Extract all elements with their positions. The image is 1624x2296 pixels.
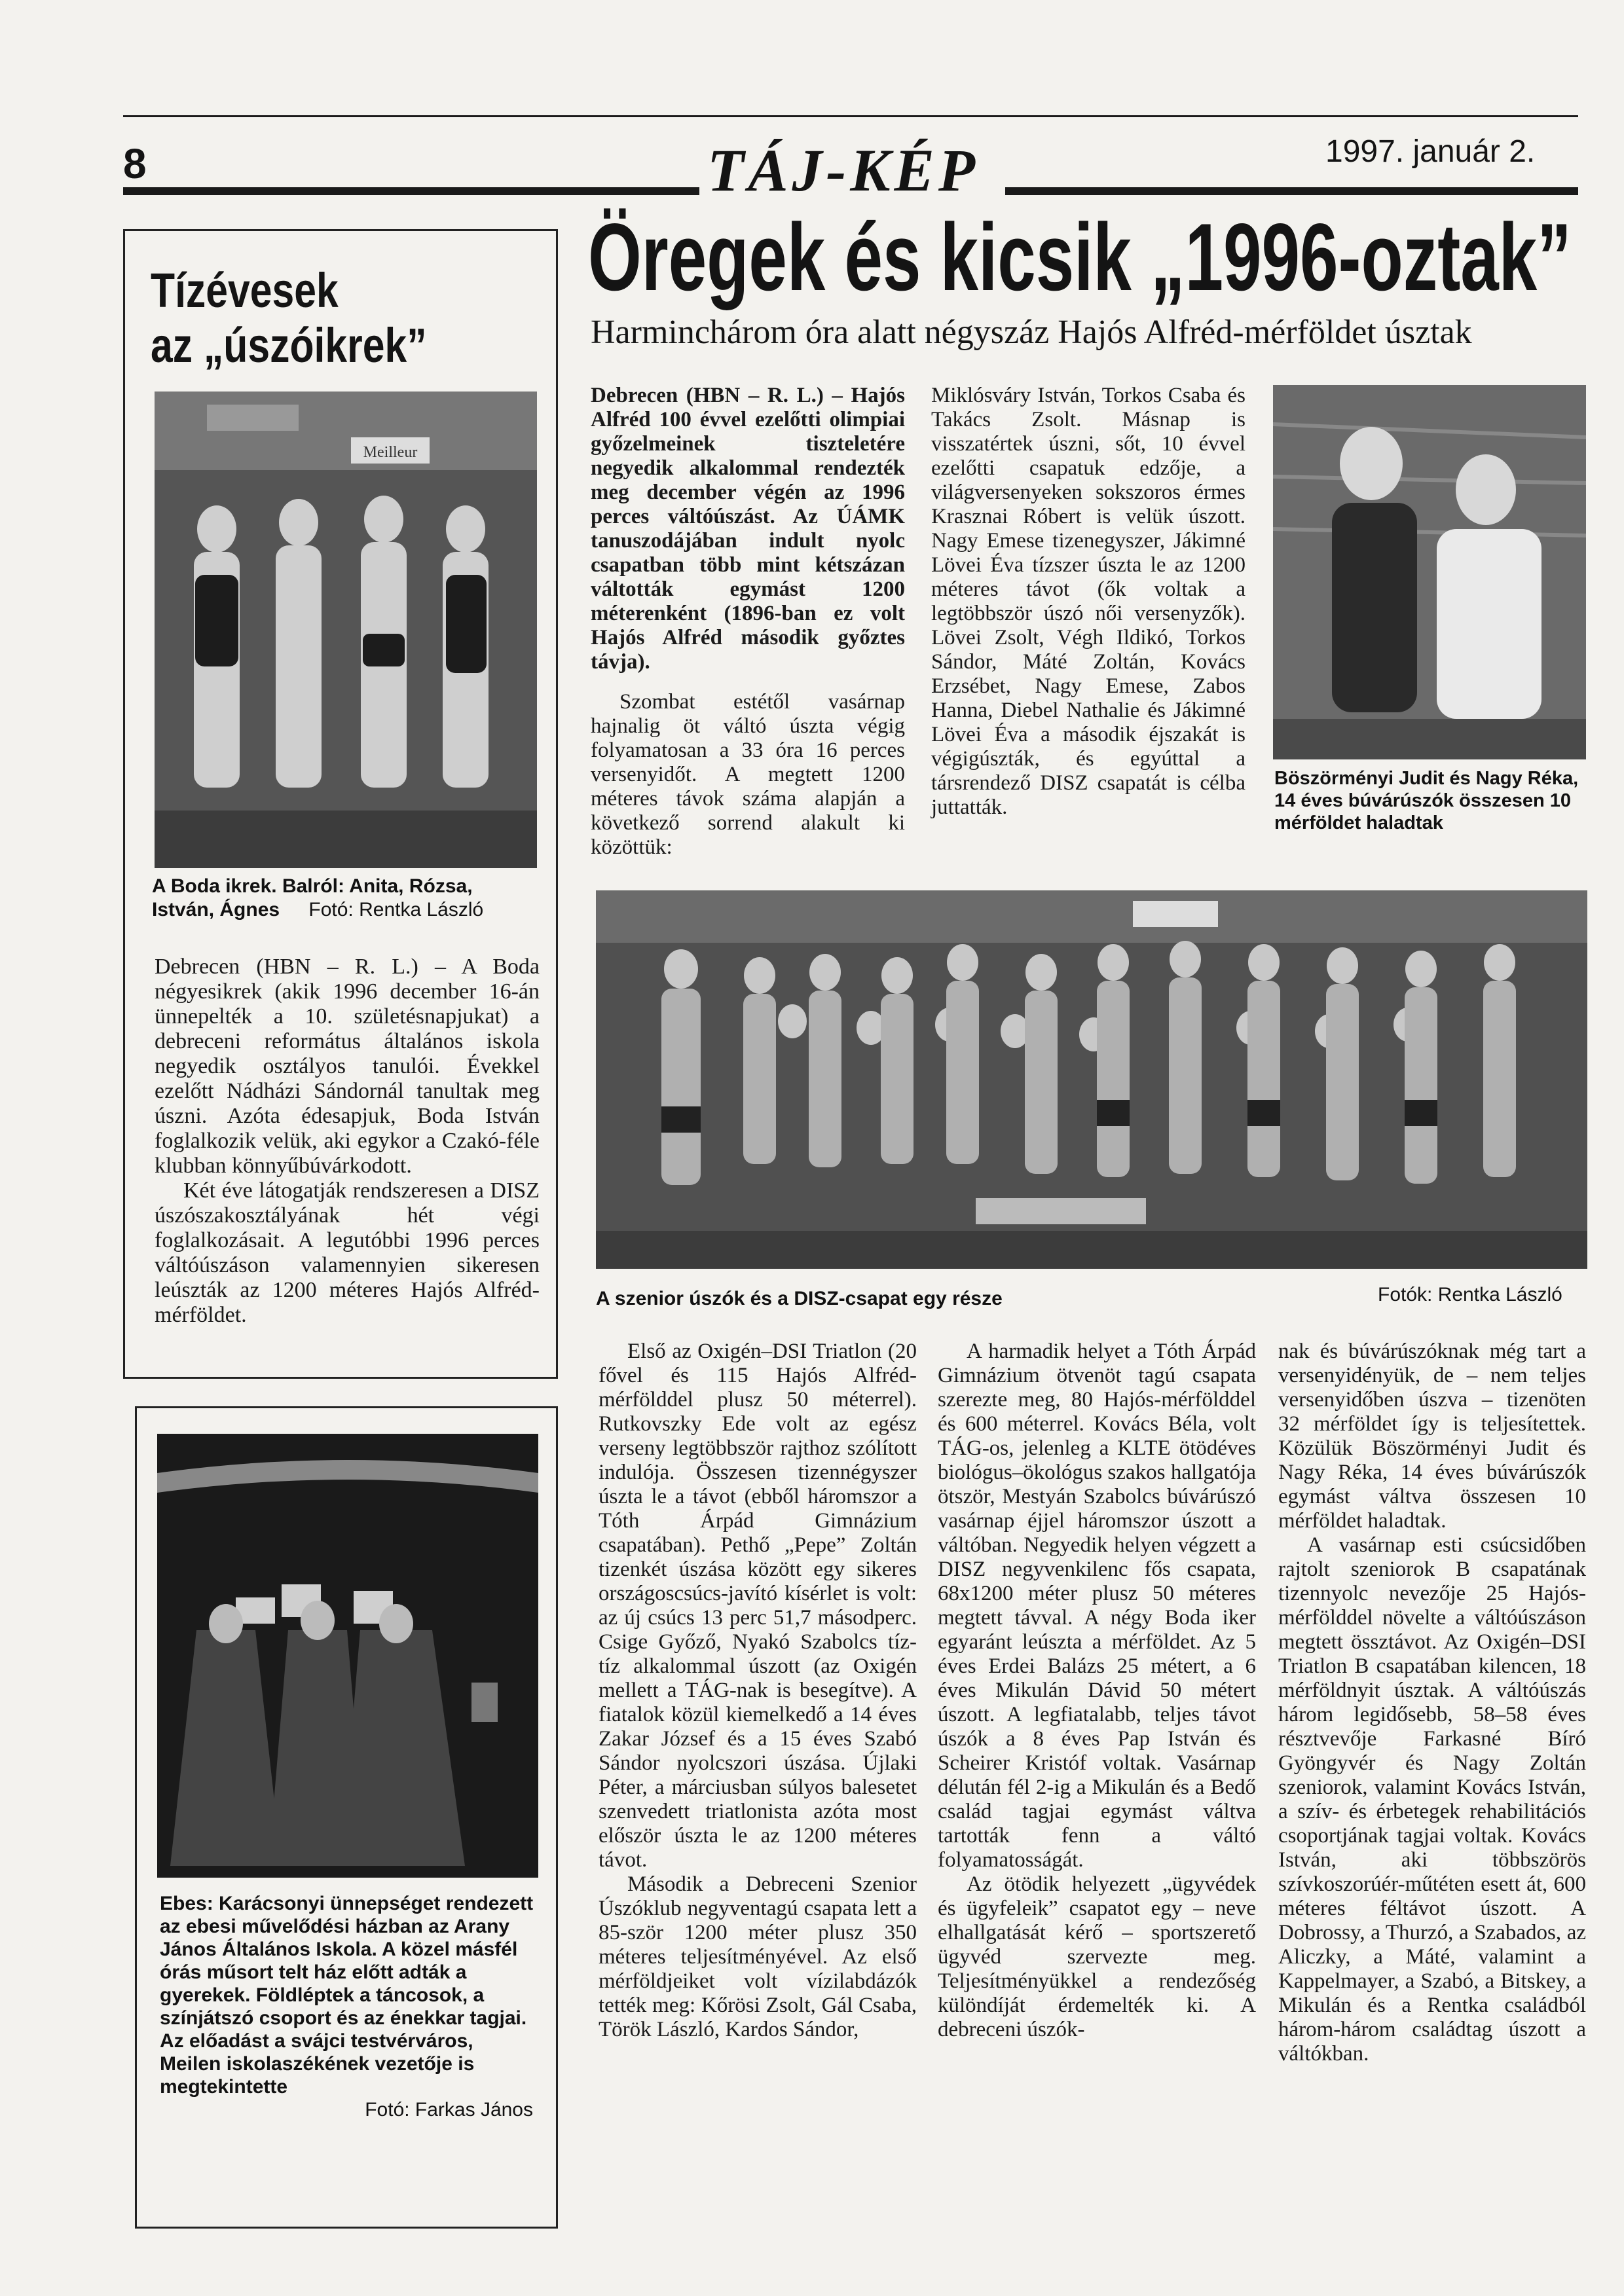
header-rule-left [123,187,699,195]
bottom-col1-paragraph: Első az Oxigén–DSI Triatlon (20 fővel és 115 Hajós Alfréd-mérfölddel plusz 50 méterrel). Rutkovszky Ede volt az egész verseny legtöbbször rajthoz szólított indulója. Összesen tizennégyszer úszta le a távot (ebből háromszor a Tóth Árpád Gimnázium csapatában). Pethő „Pepe” Zoltán tizenkét úszása között egy sikeres országoscsúcs-javító kísérlet is volt: az új csúcs 13 perc 51,7 másodperc. Csige Győző, Nyakó Szabolcs tíz-tíz alkalommal úszott (az Oxigén mellett a TÁG-nak is besegítve). A fiatalok közül kiemelkedő a 14 éves Zakar József és a 15 éves Szabó Sándor nyolcszori úszása. Újlaki Péter, a márciusban súlyos balesetet szenvedett triatlonista azóta most először úszta le az 1200 méteres távot. [599,1339,917,1872]
lead-paragraph: Debrecen (HBN – R. L.) – Hajós Alfréd 100 évvel ezelőtti olimpiai győzelmeinek tiszteletére negyedik alkalommal rendezték meg december végén az 1996 perces váltóúszást. Az ÚÁMK tanuszodájában indult nyolc csapatban több mint kétszázan váltották egymást 1200 méterenként (1896-ban ez volt Hajós Alfréd második győztes távja). [591,384,905,674]
bottom-col2-paragraph: A harmadik helyet a Tóth Árpád Gimnázium ötvenöt tagú csapata szerezte meg, 80 Hajós-mérfölddel és 600 méterrel. Kovács Béla, volt TÁG-os, jelenleg a KLTE ötödéves biológus–ökológus szakos hallgatója ötször, Mestyán Szabolcs búvárúszó vasárnap éjjel háromszor úszott a váltóban. Negyedik helyen végzett a DISZ negyvenkilenc fős csapata, 68x1200 méter plusz 50 méteres megtett távval. A négy Boda iker egyaránt leúszta a mérföldet. Az 5 éves Erdei Balázs 25 métert, a 6 éves Mikulán Dávid 50 métert úszott. A legfiatalabb, teljes távot úszók a 8 éves Pap István és Scheirer Kristóf voltak. Vasárnap délután fél 2-ig a Mikulán és a Bedő család tagjai egymást váltva tartották fenn a váltó folyamatosságát. [938,1339,1256,1872]
second-column-paragraph: Miklósváry István, Torkos Csaba és Takács Zsolt. Másnap is visszatértek úszni, sőt, 10 évvel ezelőtti csapatuk edzője, a világversenyeken sokszoros érmes Krasznai Róbert is velük úszott. Nagy Emese tizenegyszer, Jákimné Lövei Éva tízszer úszta le az 1200 méteres távot (ők voltak a legtöbbször úszó női versenyzők). Lövei Zsolt, Végh Ildikó, Torkos Sándor, Máté Zoltán, Kovács Erzsébet, Nagy Emese, Zabos Hanna, Diebel Nathalie és Jákimné Lövei Éva a második éjszakát is végigúszták, és egyúttal a társrendező DISZ csapatát is célba juttatták. [931,384,1246,819]
boda-caption-line1: A Boda ikrek. Balról: Anita, Rózsa, [152,875,473,897]
issue-date: 1997. január 2. [1325,134,1536,169]
sidebar-top-paragraph: Két éve látogatják rendszeresen a DISZ úszószakosztályának hét végi foglalkozásait. A legutóbbi 1996 perces váltóúszáson valamennyien sikeresen leúszták az 1200 méteres Hajós Alfréd-mérföldet. [155,1178,540,1327]
bottom-column-3 [1278,1339,1586,2066]
bottom-col2-paragraph: Az ötödik helyezett „ügyvédek és ügyfeleik” csapatot egy – neve elhallgatását kérő – sportszerető ügyvéd szervezte meg. Teljesítményükkel a rendezőség különdíját érdemelték ki. A debreceni úszók- [938,1872,1256,2041]
bottom-column-1 [599,1339,917,2042]
boda-caption-credit: Fotó: Rentka László [308,899,484,920]
boda-photo-caption [152,875,545,922]
sidebar-title-line2: az „úszóikrek” [151,318,427,373]
header-top-thin-rule [123,115,1578,117]
sidebar-title-line1: Tízévesek [151,263,339,318]
lead-paragraph: Szombat estétől vasárnap hajnalig öt váltó úszta végig folyamatosan a 33 óra 16 perces versenyidőt. A megtett 1200 méteres távok száma alapján a következő sorrend alakult ki közöttük: [591,690,905,859]
main-lead-column [591,384,905,860]
bottom-col3-paragraph: A vasárnap esti csúcsidőben rajtolt szeniorok B csapatának tizennyolc nevezője 25 Hajós-mérfölddel növelte a váltóúszáson megtett össztávot. Az Oxigén–DSI Triatlon B csapatában kilencen, 18 mérföldnyit úsztak. A váltóúszás három legidősebb, 58–58 éves résztvevője Farkasné Bíró Gyöngyvér és Nagy Zoltán szeniorok, valamint Kovács István, a szív- és érbetegek rehabilitációs csoportjának tagjai voltak. Kovács István, aki többszörös szívkoszorúér-műtéten esett át, 600 méteres féltávot úszott. A Dobrossy, a Thurzó, a Szabados, az Aliczky, a Máté, valamint a Kappelmayer, a Szabó, a Bitskey, a Mikulán és a Rentka családból három-három családtag úszott a váltókban. [1278,1533,1586,2066]
main-subheadline: Harminchárom óra alatt négyszáz Hajós Alfréd-mérföldet úsztak [591,314,1472,351]
divers-girls-caption: Böszörményi Judit és Nagy Réka, 14 éves búvárúszók összesen 10 mérföldet haladtak [1274,768,1579,833]
sidebar-top-title [151,263,427,373]
bottom-column-2 [938,1339,1256,2042]
boda-quadruplets-photo [155,392,537,868]
header-rule-right [1005,187,1578,195]
ebes-caption-text: Ebes: Karácsonyi ünnepséget rendezett az ebesi művelődési házban az Arany János Általános Iskola. A közel másfél órás műsort telt ház előtt adták a gyerekek. Földléptek a táncosok, a színjátszó csoport és az énekkar tagjai. Az előadást a svájci testvérváros, Meilen iskolaszékének vezetője is megtekintette [160,1893,534,2098]
ebes-caption-credit: Fotó: Farkas János [365,2099,533,2121]
group-swimmers-photo [596,890,1587,1269]
ebes-caption [160,1892,540,2121]
sidebar-top-paragraph: Debrecen (HBN – R. L.) – A Boda négyesikrek (akik 1996 december 16-án ünnepelték a 10. születésnapjukat) a debreceni református általános iskola negyedik osztályos tanulói. Évekkel ezelőtt Nádházi Sándornál tanultak meg úszni. Azóta édesapjuk, Boda István foglalkozik velük, aki egykor a Czakó-féle klubban könnyűbúvárkodott. [155,955,540,1178]
ebes-christmas-photo [157,1434,538,1878]
divers-girls-photo [1273,385,1586,759]
main-headline: Öregek és kicsik „1996-oztak” [588,204,1572,310]
sidebar-top-article [155,955,540,1328]
group-photo-credit: Fotók: Rentka László [1378,1284,1562,1305]
group-photo-caption: A szenior úszók és a DISZ-csapat egy része [596,1288,1003,1309]
svg-text:Meilleur: Meilleur [363,444,418,461]
boda-caption-line2 [152,898,545,922]
main-second-column [931,384,1246,820]
masthead: TÁJ-KÉP [707,137,980,204]
page-number: 8 [123,140,147,187]
bottom-col3-paragraph: nak és búvárúszóknak még tart a versenyidényük, de – nem teljes versenyidőben úszva – tizenöten 32 mérföldet így is teljesítettek. Közülük Böszörményi Judit és Nagy Réka, 14 éves búvárúszók egymást váltva összesen 10 mérföldet haladtak. [1278,1339,1586,1533]
boda-caption-names: István, Ágnes [152,899,280,920]
bottom-col1-paragraph: Második a Debreceni Szenior Úszóklub negyventagú csapata lett a 85-ször 1200 méter plusz 350 méteres teljesítményével. Az első mérföldjeiket volt vízilabdázók tették meg: Kőrösi Zsolt, Gál Csaba, Török László, Kardos Sándor, [599,1872,917,2041]
